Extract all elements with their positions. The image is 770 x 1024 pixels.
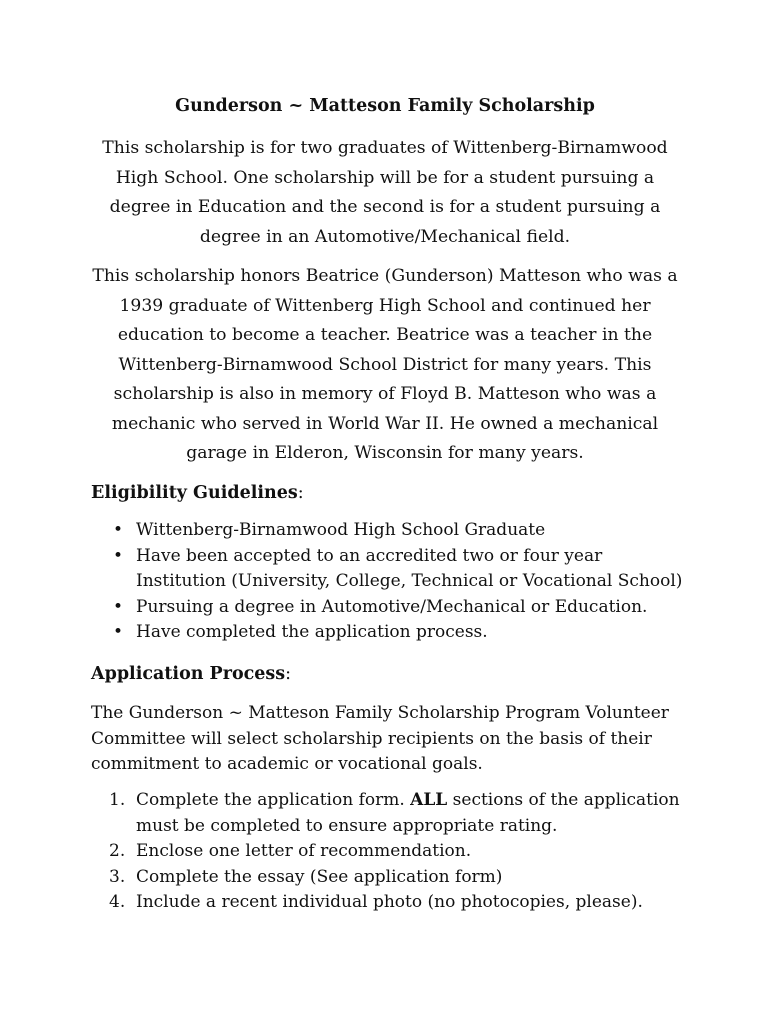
step-item <box>91 890 691 916</box>
step-number: 1. <box>109 790 126 810</box>
step-item <box>91 788 691 839</box>
honors-paragraph: This scholarship honors Beatrice (Gunderson) Matteson who was a 1939 graduate of Wittenberg High School and continued her education to become a teacher. Beatrice was a teacher in the Wittenberg-Birnamwood School District for many years. This scholarship is also in memory of Floyd B. Matteson who was a mechanic who served in World War II. He owned a mechanical garage in Elderon, Wisconsin for many years. <box>92 266 678 463</box>
list-item: • Have completed the application process. <box>91 620 691 646</box>
step-number: 3. <box>109 866 126 887</box>
list-item: • Have been accepted to an accredited two or four year Institution (University, College, Technical or Vocational School) <box>91 544 691 595</box>
eligibility-heading-text: Eligibility Guidelines <box>91 483 298 503</box>
step-number: 4. <box>109 892 126 912</box>
step-text: Complete the essay (See application form) <box>136 866 503 887</box>
step-number: 2. <box>109 841 126 861</box>
step-text: Include a recent individual photo (no photocopies, please). <box>136 892 643 912</box>
page-title: Gunderson ~ Matteson Family Scholarship <box>175 96 595 116</box>
step-text: Complete the application form. <box>136 790 411 810</box>
eligibility-heading: Eligibility Guidelines: <box>91 483 304 503</box>
application-heading: Application Process: <box>91 664 292 684</box>
eligibility-list <box>91 518 691 646</box>
intro-paragraph: This scholarship is for two graduates of Wittenberg-Birnamwood High School. One scholarship will be for a student pursuing a degree in Education and the second is for a student pursuing a degree in an Automotive/Mechanical field. <box>102 138 668 247</box>
step-item <box>91 865 691 891</box>
application-steps <box>91 788 691 916</box>
application-heading-text: Application Process <box>91 664 286 684</box>
list-item: • Pursuing a degree in Automotive/Mechanical or Education. <box>91 595 691 621</box>
step-text-rest: sections of the application must be completed to ensure appropriate rating. <box>136 790 680 836</box>
step-item <box>91 839 691 865</box>
application-paragraph: The Gunderson ~ Matteson Family Scholarship Program Volunteer Committee will select scholarship recipients on the basis of their commitment to academic or vocational goals. <box>91 703 669 774</box>
list-item: • Wittenberg-Birnamwood High School Graduate <box>91 518 691 544</box>
step-emphasis: ALL <box>410 790 448 810</box>
step-text: Enclose one letter of recommendation. <box>136 841 472 861</box>
